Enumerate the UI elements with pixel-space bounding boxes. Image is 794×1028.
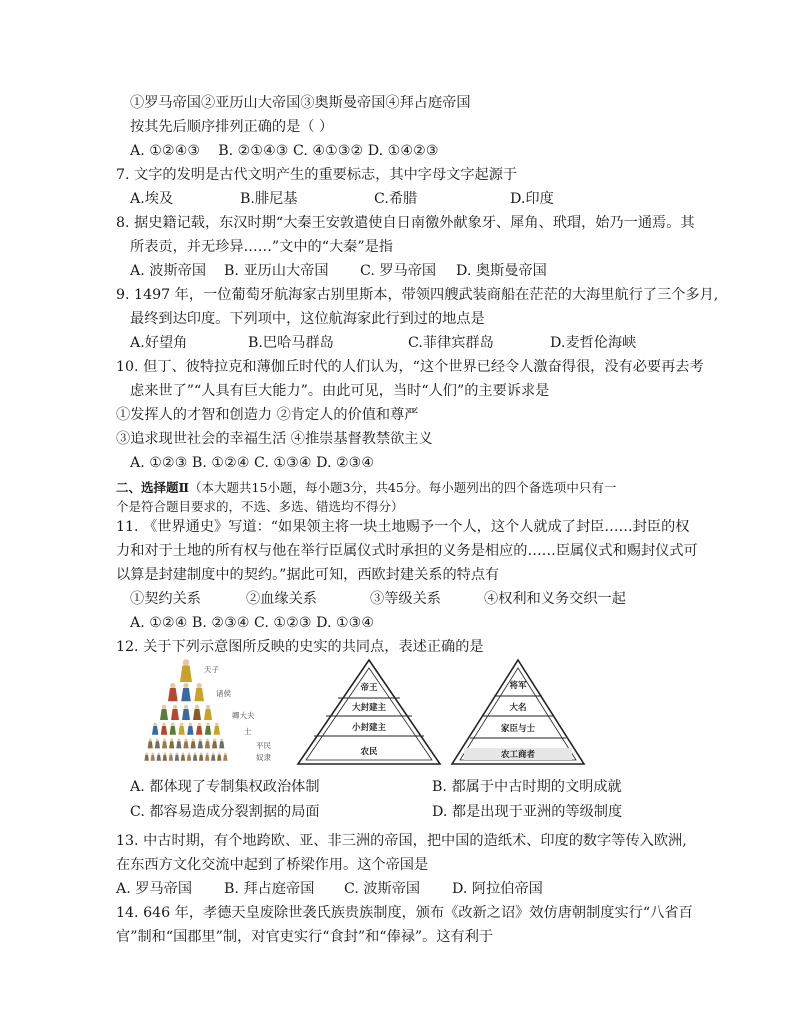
q8-option-d: D. 奥斯曼帝国 [456,263,547,279]
q6-option-bcd: B. ②①④③ C. ④①③② D. ①④②③ [218,143,439,159]
figure-body [155,741,160,748]
figure-body [163,755,167,761]
q11-item-4: ④权利和义务交织一起 [484,591,626,607]
fig1-label-pingmin: 平民 [256,741,271,750]
figure-head [206,705,210,709]
figure-body [162,741,167,748]
figure-body [196,726,202,735]
q11-item-2: ②血缘关系 [246,591,317,607]
q12-figure-japan-pyramid [450,658,586,768]
figure-body [182,709,190,720]
q10-line2: 虑来世了”“人具有巨大能力”。由此可见，当时“人们”的主要诉求是 [130,383,550,399]
q10-line1: 10. 但丁、彼特拉克和薄伽丘时代的人们认为，“这个世界已经令人激奋得很，没有必要再去考 [116,359,704,375]
figure-head [162,723,166,727]
q8-option-b: B. 亚历山大帝国 [224,263,329,279]
q12-option-d: D. 都是出现于亚洲的等级制度 [432,804,623,820]
q12-stem: 12. 关于下列示意图所反映的史实的共同点，表述正确的是 [116,639,484,655]
figure-head [224,752,226,754]
q6-options [130,142,439,160]
figure-head [220,739,223,742]
section2-note2: 个是符合题目要求的，不选、多选、错选均不得分） [116,499,404,514]
q12-figure-zhou-hierarchy [124,656,290,768]
q8-option-c: C. 罗马帝国 [360,263,437,279]
figure-head [195,705,199,709]
figure-body [161,726,167,735]
figure-head [189,723,193,727]
figure-head [215,723,219,727]
fig3-label-daming: 大名 [509,703,527,713]
fig3-label-jiachenyushi: 家臣与士 [500,724,536,734]
figure-body [160,709,168,720]
q9-line2: 最终到达印度。下列项中，这位航海家此行到过的地点是 [130,311,485,327]
figure-body [152,726,158,735]
figure-head [212,752,214,754]
figure-body [219,741,224,748]
q6-option-a: A. ①②④③ [130,143,201,159]
section2-note1: （本大题共15小题，每小题3分，共45分。每小题列出的四个备选项中只有一 [189,480,617,495]
q11-item-1: ①契约关系 [130,591,201,607]
figure-body [180,666,192,683]
figure-body [144,755,148,761]
figure-head [206,723,210,727]
q10-items2: ③追求现世社会的幸福生活 ④推崇基督教禁欲主义 [116,431,433,447]
figure-body [175,755,179,761]
q12-option-b: B. 都属于中古时期的文明成就 [432,779,622,795]
q9-option-b: B.巴哈马群岛 [248,335,334,351]
q7-option-c: C.希腊 [374,191,418,207]
figure-body [187,755,191,761]
figure-head [163,739,166,742]
q8-line1: 8. 据史籍记载，东汉时期“大秦王安敦遣使自日南徼外献象牙、犀角、玳瑁，始乃一通焉。其 [116,215,695,231]
q13-line1: 13. 中古时期，有个地跨欧、亚、非三洲的帝国，把中国的造纸术、印度的数字等传入欧洲, [116,833,687,849]
figure-body [148,741,153,748]
figure-head [183,683,188,688]
figure-head [213,739,216,742]
fig2-label-nongmin: 农民 [360,747,378,757]
figure-head [197,683,202,688]
figure-head [152,752,154,754]
q10-items1: ①发挥人的才智和创造力 ②肯定人的价值和尊严 [116,407,419,423]
figure-body [169,741,174,748]
figure-body [181,688,191,701]
figure-head [170,683,175,688]
figure-body [157,755,161,761]
figure-body [193,755,197,761]
q9-option-d: D.麦哲伦海峡 [550,335,637,351]
figure-body [171,709,179,720]
figure-body [193,709,201,720]
q11-line2: 力和对于土地的所有权与他在举行臣属仪式时承担的义务是相应的……臣属仪式和赐封仪式可 [116,543,698,559]
fig3-label-nonggongshang: 农工商者 [500,750,536,760]
figure-body [211,755,215,761]
q12-option-a: A. 都体现了专制集权政治体制 [130,779,320,795]
figure-head [197,723,201,727]
figure-body [214,726,220,735]
q13-option-d: D. 阿拉伯帝国 [452,881,543,897]
figure-body [181,755,185,761]
figure-head [173,705,177,709]
figure-body [191,741,196,748]
q8-line2: 所表贡，并无珍异……”文中的“大秦”是指 [130,239,393,255]
q11-options: A. ①②④ B. ②③④ C. ①②③ D. ①③④ [130,615,375,631]
section2-title: 二、选择题Ⅱ [116,480,190,495]
q13-option-a: A. 罗马帝国 [116,881,193,897]
fig1-label-qingdafu: 卿大夫 [232,711,255,720]
figure-head [149,739,152,742]
figure-body [194,688,204,701]
figure-body [205,726,211,735]
figure-body [199,755,203,761]
q11-item-3: ③等级关系 [370,591,441,607]
figure-body [198,741,203,748]
figure-body [178,726,184,735]
q13-line2: 在东西方文化交流中起到了桥梁作用。这个帝国是 [116,857,429,873]
q11-line1: 11. 《世界通史》写道：“如果领主将一块土地赐予一个人，这个人就成了封臣……封臣的权 [116,519,690,535]
figure-body [212,741,217,748]
fig2-label-dafengjianzhu: 大封建主 [351,703,387,713]
figure-head [206,752,208,754]
figure-head [206,739,209,742]
q14-line1: 14. 646 年，孝德天皇废除世袭氏族贵族制度，颁布《改新之诏》效仿唐朝制度实行“八省百 [116,905,693,921]
figure-body [169,755,173,761]
figure-body [168,688,178,701]
figure-head [162,705,166,709]
figure-head [184,705,188,709]
figure-body [176,741,181,748]
section2-heading [116,479,616,496]
q8-option-a: A. 波斯帝国 [130,263,207,279]
q7-option-b: B.腓尼基 [240,191,298,207]
q9-option-c: C.菲律宾群岛 [408,335,494,351]
q6-stem: 按其先后顺序排列正确的是（ ） [130,119,334,135]
figure-body [187,726,193,735]
figure-head [158,752,160,754]
figure-body [170,726,176,735]
figure-head [145,752,147,754]
q12-figure-europe-pyramid [296,658,442,768]
figure-head [180,723,184,727]
figure-head [218,752,220,754]
figure-head [200,752,202,754]
q13-option-b: B. 拜占庭帝国 [224,881,315,897]
q7-option-d: D.印度 [510,191,554,207]
fig1-label-tianzi: 天子 [204,665,219,674]
figure-head [176,752,178,754]
figure-head [153,723,157,727]
figure-head [199,739,202,742]
q14-line2: 官”制和“国郡里”制，对官吏实行“食封”和“俸禄”。这有利于 [116,929,494,945]
figure-body [205,755,209,761]
figure-head [185,739,188,742]
figure-body [151,755,155,761]
q9-option-a: A.好望角 [130,335,188,351]
q7-option-a: A.埃及 [130,191,174,207]
figure-head [156,739,159,742]
fig2-label-xiaofengjianzhu: 小封建主 [351,723,387,733]
figure-head [192,739,195,742]
q11-line3: 以算是封建制度中的契约。”据此可知，西欧封建关系的特点有 [116,567,500,583]
fig3-label-jiangjun: 将军 [509,681,527,691]
q6-items: ①罗马帝国②亚历山大帝国③奥斯曼帝国④拜占庭帝国 [130,95,471,111]
q13-option-c: C. 波斯帝国 [344,881,421,897]
fig1-label-zhuhou: 诸侯 [216,689,231,698]
fig1-label-nuli: 奴隶 [256,753,271,762]
figure-body [205,741,210,748]
fig2-label-diwang: 帝王 [360,683,378,693]
q12-option-c: C. 都容易造成分裂割据的局面 [130,804,320,820]
fig1-label-shi: 士 [244,727,252,736]
q10-options: A. ①②③ B. ①②④ C. ①③④ D. ②③④ [130,455,375,471]
figure-body [204,709,212,720]
figure-head [194,752,196,754]
figure-body [217,755,221,761]
figure-head [177,739,180,742]
figure-head [183,659,190,666]
figure-body [183,741,188,748]
figure-head [188,752,190,754]
figure-head [170,739,173,742]
figure-body [223,755,227,761]
q7-stem: 7. 文字的发明是古代文明产生的重要标志，其中字母文字起源于 [116,167,518,183]
figure-head [182,752,184,754]
figure-head [164,752,166,754]
q9-line1: 9. 1497 年，一位葡萄牙航海家古别里斯本，带领四艘武装商船在茫茫的大海里航行了三个多月, [116,287,719,303]
figure-head [171,723,175,727]
figure-head [170,752,172,754]
